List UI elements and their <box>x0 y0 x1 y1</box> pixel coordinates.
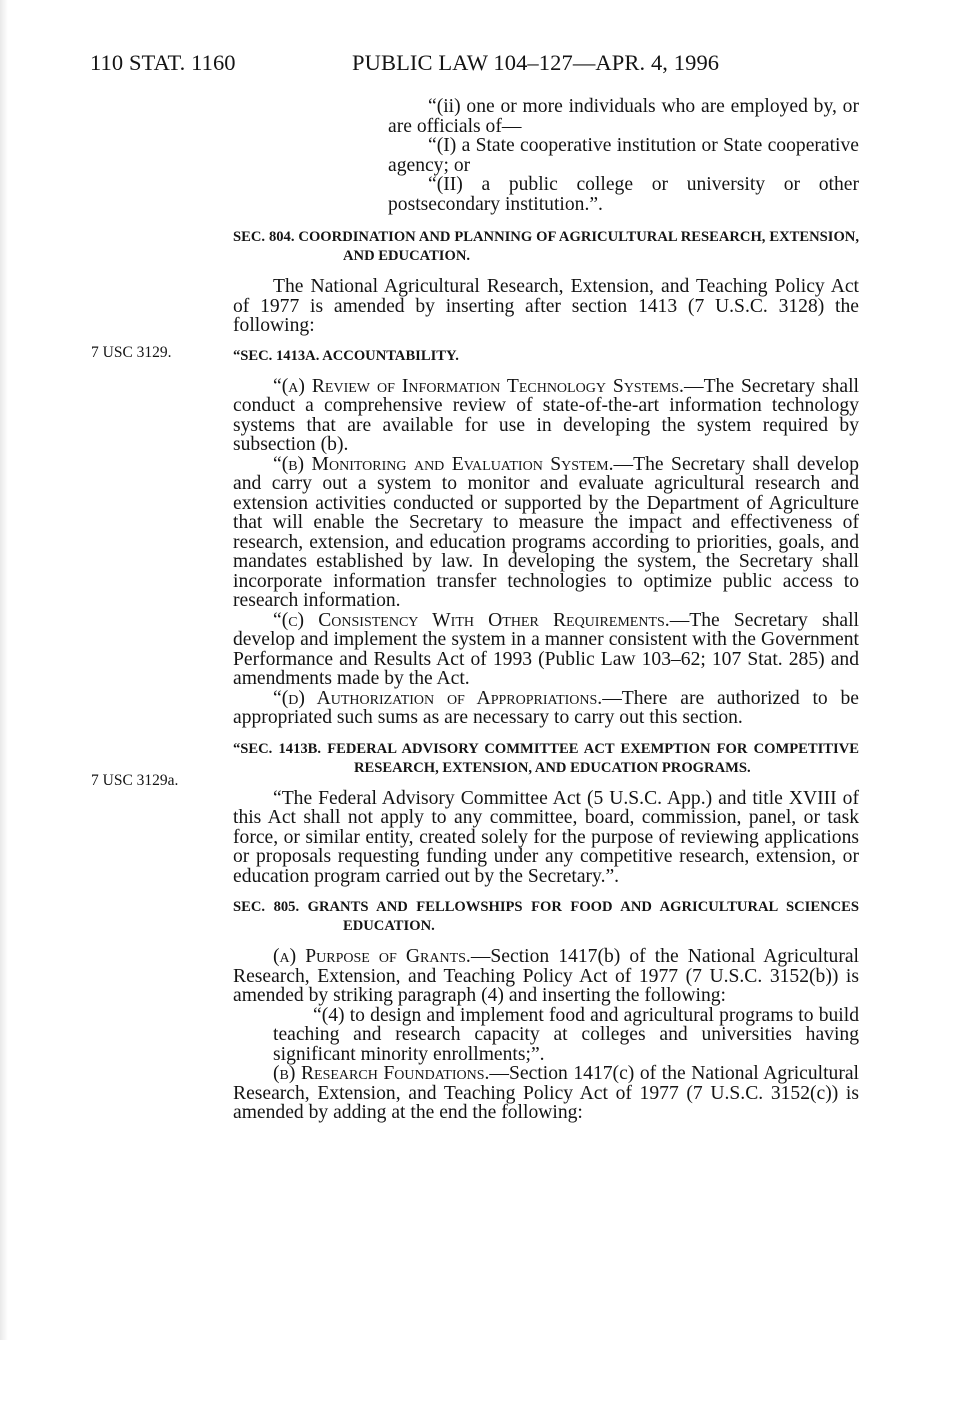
statute-citation: 110 STAT. 1160 <box>90 50 236 75</box>
section-805-b-text: —Section 1417(c) of the National Agricultural Research, Extension, and Teaching Policy Act of 1977 (7 U.S.C. 3152(c)) is amended by adding at the end the following: <box>233 1063 859 1123</box>
section-805-b <box>233 1064 859 1123</box>
margin-note-3129a: 7 USC 3129a. <box>91 772 179 789</box>
quoted-clause-ii <box>233 97 859 136</box>
section-804-heading: SEC. 804. COORDINATION AND PLANNING OF AGRICULTURAL RESEARCH, EXTENSION, AND EDUCATION. <box>233 229 859 264</box>
subsection-a-label: “(a) Review of Information Technology Systems. <box>273 375 684 397</box>
section-1413A-heading: “SEC. 1413A. ACCOUNTABILITY. <box>233 347 459 364</box>
section-1413B-text: “The Federal Advisory Committee Act (5 U.S.C. App.) and title XVIII of this Act shall not apply to any committee, board, commission, panel, or task force, or similar entity, created solely for the purpose of reviewing applications or proposals requesting funding under any competitive research, extension, or education program carried out by the Secretary.”. <box>233 787 859 887</box>
subsection-a <box>233 377 859 455</box>
subsection-a-text: —The Secretary shall conduct a comprehensive review of state-of-the-art information technology systems that are available for use in developing the system required by subsection (b). <box>233 375 859 455</box>
quoted-paragraph-4 <box>233 1006 859 1065</box>
subsection-d <box>233 689 859 728</box>
section-805-a <box>233 947 859 1006</box>
subsection-b-label: “(b) Monitoring and Evaluation System. <box>273 453 614 475</box>
subclause-I: “(I) a State cooperative institution or State cooperative agency; or <box>388 135 859 176</box>
quoted-subclauses <box>233 136 859 214</box>
subsection-c <box>233 611 859 689</box>
subsection-d-label: “(d) Authorization of Appropriations. <box>273 687 603 709</box>
section-805-b-label: (b) Research Foundations. <box>273 1063 490 1084</box>
subsection-b <box>233 455 859 611</box>
section-804-text: The National Agricultural Research, Extension, and Teaching Policy Act of 1977 is amended by inserting after section 1413 (7 U.S.C. 3128) the following: <box>233 276 859 336</box>
public-law-header: PUBLIC LAW 104–127—APR. 4, 1996 <box>352 50 720 75</box>
page-scan-edge <box>0 0 8 1340</box>
clause-ii: “(ii) one or more individuals who are employed by, or are officials of— <box>388 96 859 137</box>
section-805-a-label: (a) Purpose of Grants. <box>273 946 471 967</box>
section-805-heading: SEC. 805. GRANTS AND FELLOWSHIPS FOR FOOD AND AGRICULTURAL SCIENCES EDUCATION. <box>233 899 859 934</box>
section-1413B-heading: “SEC. 1413B. FEDERAL ADVISORY COMMITTEE ACT EXEMPTION FOR COMPETITIVE RESEARCH, EXTENSION, AND EDUCATION PROGRAMS. <box>233 740 859 776</box>
subclause-II: “(II) a public college or university or other postsecondary institution.”. <box>388 174 859 215</box>
subsection-c-text: —The Secretary shall develop and implement the system in a manner consistent with the Government Performance and Results Act of 1993 (Public Law 103–62; 107 Stat. 285) and amendments made by the Act. <box>233 609 859 689</box>
margin-note-3129: 7 USC 3129. <box>91 344 172 361</box>
subsection-d-text: —There are authorized to be appropriated such sums as are necessary to carry out this section. <box>233 687 860 728</box>
body-text <box>233 97 859 1123</box>
section-805-a-text: —Section 1417(b) of the National Agricultural Research, Extension, and Teaching Policy Act of 1977 (7 U.S.C. 3152(b)) is amended by striking paragraph (4) and inserting the following: <box>233 946 859 1006</box>
subsection-b-text: —The Secretary shall develop and carry out a system to monitor and evaluate agricultural research and extension activities conducted or supported by the Department of Agriculture that will enable the Secretary to measure the impact and effectiveness of research, extension, and education programs according to priorities, goals, and mandates established by law. In developing the system, the Secretary shall incorporate information transfer technologies to optimize public access to research information. <box>233 453 859 611</box>
subsection-c-label: “(c) Consistency With Other Requirements. <box>273 609 670 631</box>
paragraph-4-text: “(4) to design and implement food and agricultural programs to build teaching and research capacity at colleges and universities having significant minority enrollments;”. <box>273 1004 859 1065</box>
